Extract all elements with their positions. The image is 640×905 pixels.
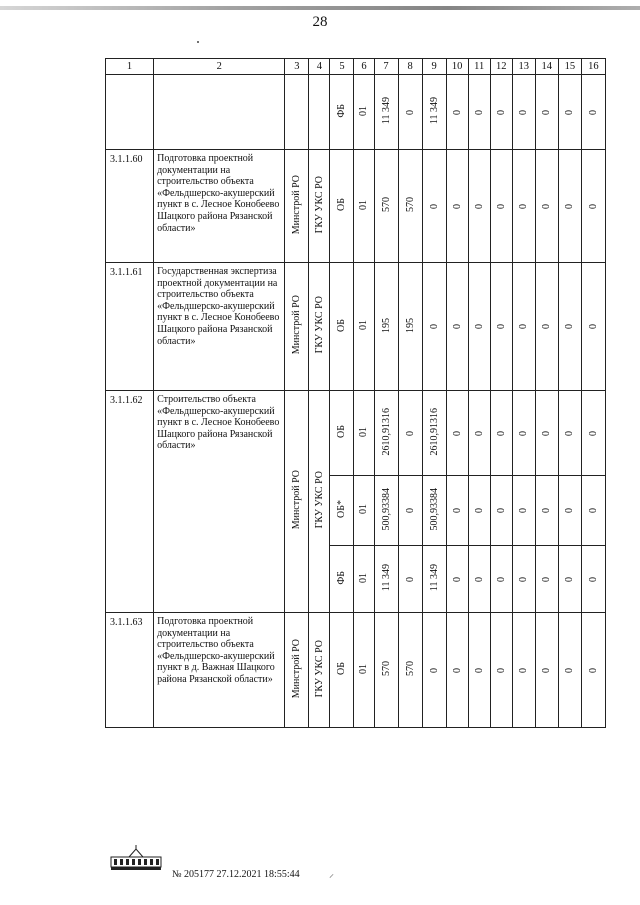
col-7-value [374,263,398,391]
funding-source [330,391,354,476]
col-16-value [581,75,605,150]
header-col-3: 3 [285,59,309,75]
col-11-value [468,391,490,476]
col-7-value-text: 195 [380,317,392,333]
executor [309,75,330,150]
header-col-7: 7 [374,59,398,75]
col-6-value [354,150,374,263]
col-9-value [422,546,446,613]
responsible-ministry-text: Минстрой РО [291,295,303,355]
col-12-value [490,546,512,613]
funding-source-text: ФБ [336,103,348,118]
col-15-value-text: 0 [564,203,576,209]
col-14-value [535,75,558,150]
col-13-value [512,476,535,546]
col-12-value-text: 0 [495,430,507,436]
col-8-value [398,391,422,476]
col-12-value-text: 0 [495,667,507,673]
col-9-value-text: 500,93384 [428,487,440,531]
col-6-value-text: 01 [358,426,370,437]
col-16-value-text: 0 [587,508,599,513]
item-name: Подготовка проектной документации на строительство объекта «Фельдшерско-акушерский пункт в д. Важная Шацкого района Рязанской области» [154,613,285,728]
responsible-ministry [285,75,309,150]
col-13-value-text: 0 [518,324,530,329]
col-12-value [490,75,512,150]
col-6-value [354,613,374,728]
col-14-value [535,613,558,728]
header-col-13: 13 [512,59,535,75]
col-10-value [446,546,468,613]
col-16-value-text: 0 [587,324,599,329]
responsible-ministry [285,150,309,263]
col-13-value [512,613,535,728]
responsible-ministry-text: Минстрой РО [291,174,303,235]
funding-source-text: ОБ* [336,500,348,518]
col-12-value [490,613,512,728]
header-col-2: 2 [154,59,285,75]
responsible-ministry [285,391,309,613]
funding-source-text: ОБ [336,425,348,438]
col-16-value-text: 0 [587,576,599,582]
budget-table [105,58,606,728]
executor [309,391,330,613]
funding-source [330,613,354,728]
col-13-value [512,391,535,476]
funding-source-text: ФБ [336,570,348,585]
col-14-value [535,391,558,476]
col-6-value-text: 01 [358,572,370,583]
col-10-value-text: 0 [451,324,463,329]
funding-source [330,546,354,613]
col-15-value-text: 0 [564,508,576,513]
col-10-value-text: 0 [451,430,463,436]
col-11-value [468,75,490,150]
col-10-value [446,263,468,391]
kremlin-logo-icon [109,845,163,871]
col-12-value-text: 0 [495,576,507,582]
col-11-value-text: 0 [473,508,485,513]
col-14-value-text: 0 [541,576,553,582]
col-12-value [490,150,512,263]
col-10-value-text: 0 [451,576,463,582]
col-8-value-text: 0 [404,109,416,115]
executor-text: ГКУ УКС РО [313,471,325,529]
col-9-value-text: 0 [428,324,440,329]
item-code: 3.1.1.61 [106,263,154,391]
col-11-value-text: 0 [473,576,485,582]
col-13-value-text: 0 [518,508,530,513]
col-10-value [446,391,468,476]
funding-source-text: ОБ [336,198,348,211]
col-7-value [374,476,398,546]
col-6-value [354,391,374,476]
col-12-value-text: 0 [495,324,507,329]
col-16-value [581,476,605,546]
header-col-14: 14 [535,59,558,75]
col-9-value-text: 0 [428,203,440,209]
col-12-value [490,263,512,391]
col-6-value-text: 01 [358,663,370,674]
col-6-value-text: 01 [358,105,370,116]
col-16-value [581,150,605,263]
executor-text: ГКУ УКС РО [313,296,325,354]
executor [309,263,330,391]
header-col-16: 16 [581,59,605,75]
header-col-5: 5 [330,59,354,75]
col-13-value-text: 0 [518,576,530,582]
item-name: Строительство объекта «Фельдшерско-акушерский пункт в с. Лесное Конобеево Шацкого района Рязанской области» [154,391,285,613]
col-6-value-text: 01 [358,504,370,514]
col-11-value [468,476,490,546]
col-14-value-text: 0 [541,667,553,673]
col-8-value [398,150,422,263]
col-11-value-text: 0 [473,667,485,673]
col-9-value [422,75,446,150]
col-9-value-text: 11 349 [428,563,440,592]
col-7-value [374,391,398,476]
responsible-ministry-text: Минстрой РО [291,470,303,530]
col-9-value [422,476,446,546]
col-7-value-text: 500,93384 [380,487,392,531]
col-11-value-text: 0 [473,324,485,329]
col-7-value [374,613,398,728]
col-11-value [468,263,490,391]
col-8-value [398,613,422,728]
funding-source [330,75,354,150]
col-7-value-text: 570 [380,661,392,676]
col-8-value [398,263,422,391]
col-16-value [581,546,605,613]
col-14-value [535,263,558,391]
col-12-value-text: 0 [495,109,507,115]
header-col-4: 4 [309,59,330,75]
col-8-value-text: 570 [404,661,416,676]
col-14-value [535,546,558,613]
col-8-value-text: 195 [404,317,416,333]
col-11-value [468,150,490,263]
header-col-1: 1 [106,59,154,75]
col-13-value [512,546,535,613]
col-7-value [374,546,398,613]
header-col-11: 11 [468,59,490,75]
table-row [106,613,606,728]
col-10-value [446,75,468,150]
funding-source-text: ОБ [336,662,348,675]
funding-source-text: ОБ [336,318,348,332]
col-9-value-text: 0 [428,667,440,673]
col-15-value [558,476,581,546]
executor [309,613,330,728]
item-code: 3.1.1.63 [106,613,154,728]
table-row [106,150,606,263]
scan-mark: ⸝ [329,869,334,880]
col-6-value [354,263,374,391]
col-15-value-text: 0 [564,430,576,436]
header-col-9: 9 [422,59,446,75]
header-col-6: 6 [354,59,374,75]
responsible-ministry [285,263,309,391]
scan-speck [197,41,199,43]
col-13-value [512,75,535,150]
funding-source [330,476,354,546]
col-13-value-text: 0 [518,203,530,209]
col-11-value-text: 0 [473,203,485,209]
executor-text: ГКУ УКС РО [313,639,325,698]
col-16-value-text: 0 [587,667,599,673]
col-15-value-text: 0 [564,109,576,115]
col-16-value-text: 0 [587,203,599,209]
item-name: Подготовка проектной документации на строительство объекта «Фельдшерско-акушерский пункт в с. Лесное Конобеево Шацкого района Рязанской области» [154,150,285,263]
col-8-value [398,546,422,613]
header-col-15: 15 [558,59,581,75]
col-10-value [446,613,468,728]
col-13-value [512,263,535,391]
col-15-value-text: 0 [564,324,576,329]
col-13-value-text: 0 [518,430,530,436]
col-10-value-text: 0 [451,508,463,513]
col-7-value [374,75,398,150]
item-code [106,75,154,150]
col-10-value [446,150,468,263]
col-8-value-text: 570 [404,197,416,212]
col-8-value-text: 0 [404,508,416,513]
col-12-value [490,476,512,546]
col-16-value [581,391,605,476]
executor [309,150,330,263]
col-11-value-text: 0 [473,430,485,436]
col-15-value [558,546,581,613]
col-6-value-text: 01 [358,199,370,210]
col-15-value-text: 0 [564,667,576,673]
col-16-value [581,613,605,728]
col-14-value-text: 0 [541,203,553,209]
funding-source [330,263,354,391]
item-code: 3.1.1.60 [106,150,154,263]
col-11-value [468,613,490,728]
col-16-value-text: 0 [587,109,599,115]
header-col-12: 12 [490,59,512,75]
col-7-value-text: 2610,91316 [380,407,392,456]
table-row [106,75,606,150]
col-15-value [558,613,581,728]
col-10-value-text: 0 [451,109,463,115]
col-9-value [422,263,446,391]
col-7-value-text: 11 349 [380,96,392,125]
col-9-value [422,613,446,728]
col-15-value-text: 0 [564,576,576,582]
col-11-value-text: 0 [473,109,485,115]
col-15-value [558,150,581,263]
col-14-value-text: 0 [541,508,553,513]
col-13-value-text: 0 [518,667,530,673]
col-12-value-text: 0 [495,203,507,209]
header-row [106,59,606,75]
col-7-value [374,150,398,263]
col-9-value-text: 11 349 [428,96,440,125]
col-6-value [354,476,374,546]
col-6-value [354,75,374,150]
col-15-value [558,391,581,476]
col-14-value-text: 0 [541,430,553,436]
funding-source [330,150,354,263]
col-15-value [558,75,581,150]
responsible-ministry [285,613,309,728]
col-11-value [468,546,490,613]
item-name [154,75,285,150]
table-row [106,263,606,391]
col-14-value-text: 0 [541,109,553,115]
header-col-10: 10 [446,59,468,75]
col-16-value-text: 0 [587,430,599,436]
executor-text: ГКУ УКС РО [313,175,325,234]
col-8-value-text: 0 [404,430,416,436]
col-9-value [422,391,446,476]
col-16-value [581,263,605,391]
item-name: Государственная экспертиза проектной документации на строительство объекта «Фельдшерско-акушерский пункт в с. Лесное Конобеево Шацкого района Рязанской области» [154,263,285,391]
col-10-value-text: 0 [451,203,463,209]
col-14-value-text: 0 [541,324,553,329]
col-9-value [422,150,446,263]
table-row [106,391,606,476]
col-7-value-text: 11 349 [380,563,392,592]
item-code: 3.1.1.62 [106,391,154,613]
document-stamp: № 205177 27.12.2021 18:55:44 [172,869,300,880]
col-8-value [398,476,422,546]
col-12-value-text: 0 [495,508,507,513]
col-14-value [535,150,558,263]
col-10-value-text: 0 [451,667,463,673]
col-13-value [512,150,535,263]
header-col-8: 8 [398,59,422,75]
col-10-value [446,476,468,546]
col-8-value-text: 0 [404,576,416,582]
col-6-value-text: 01 [358,320,370,330]
responsible-ministry-text: Минстрой РО [291,638,303,699]
col-9-value-text: 2610,91316 [428,407,440,456]
col-13-value-text: 0 [518,109,530,115]
page-number: 28 [312,14,328,30]
col-8-value [398,75,422,150]
col-6-value [354,546,374,613]
col-15-value [558,263,581,391]
col-14-value [535,476,558,546]
col-7-value-text: 570 [380,197,392,212]
scan-top-edge [0,6,640,10]
col-12-value [490,391,512,476]
